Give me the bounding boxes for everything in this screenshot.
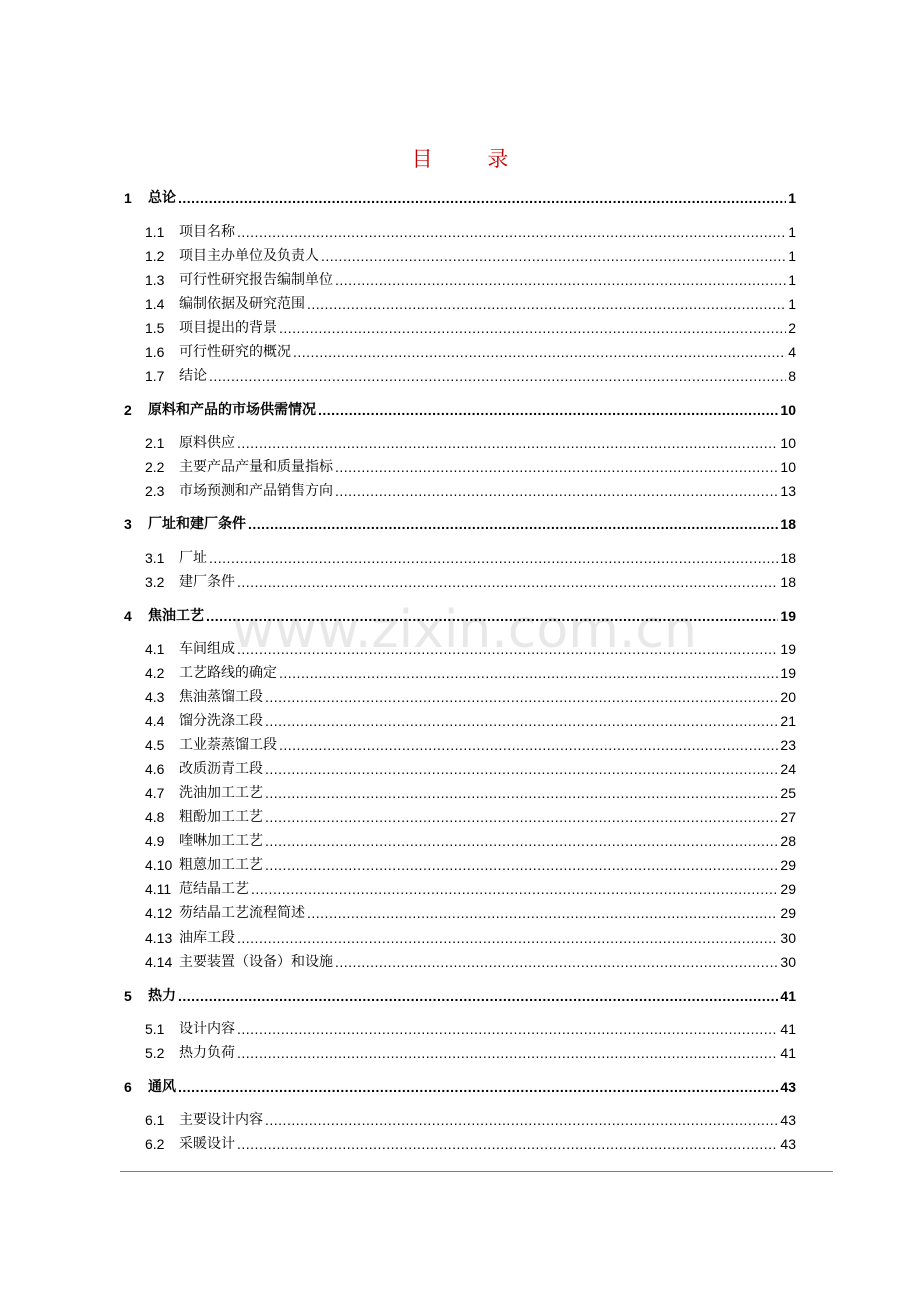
- toc-number: 6.1: [145, 1112, 165, 1128]
- toc-leader-dots: [248, 515, 778, 533]
- toc-section[interactable]: [145, 339, 796, 361]
- toc-page-number: 19: [780, 608, 796, 624]
- toc-title: 工业萘蒸馏工段: [179, 737, 277, 753]
- toc-page-number: 29: [780, 905, 796, 921]
- toc-page-number: 1: [788, 248, 796, 264]
- toc-section[interactable]: [145, 569, 796, 591]
- toc-section[interactable]: [145, 660, 796, 682]
- toc-leader-dots: [178, 1078, 778, 1096]
- toc-section[interactable]: [145, 732, 796, 754]
- toc-chapter[interactable]: [124, 1074, 796, 1096]
- toc-section[interactable]: [145, 852, 796, 874]
- toc-section[interactable]: [145, 243, 796, 265]
- toc-section[interactable]: [145, 876, 796, 898]
- toc-title: 结论: [179, 368, 207, 384]
- toc-number: 1.3: [145, 272, 165, 288]
- toc-page-number: 24: [780, 761, 796, 777]
- toc-section[interactable]: [145, 545, 796, 567]
- toc-number: 4.9: [145, 833, 165, 849]
- toc-page-number: 41: [780, 1021, 796, 1037]
- toc-leader-dots: [307, 904, 778, 922]
- toc-number: 4.1: [145, 641, 165, 657]
- toc-title: 主要产品产量和质量指标: [179, 459, 333, 475]
- toc-leader-dots: [265, 712, 778, 730]
- toc-title: 项目名称: [179, 224, 235, 240]
- toc-section[interactable]: [145, 708, 796, 730]
- toc-number: 4.6: [145, 761, 165, 777]
- toc-number: 5.2: [145, 1045, 165, 1061]
- toc-number: 2.2: [145, 459, 165, 475]
- toc-section[interactable]: [145, 1131, 796, 1153]
- toc-section[interactable]: [145, 454, 796, 476]
- toc-leader-dots: [279, 319, 786, 337]
- toc-number: 5.1: [145, 1021, 165, 1037]
- toc-leader-dots: [237, 1044, 778, 1062]
- toc-page-number: 1: [788, 296, 796, 312]
- toc-section[interactable]: [145, 363, 796, 385]
- toc-leader-dots: [335, 458, 778, 476]
- toc-number: 4.12: [145, 905, 173, 921]
- toc-leader-dots: [178, 987, 778, 1005]
- toc-number: 1.7: [145, 368, 165, 384]
- toc-title: 设计内容: [179, 1021, 235, 1037]
- toc-page-number: 4: [788, 344, 796, 360]
- toc-page-number: 1: [788, 190, 796, 206]
- toc-section[interactable]: [145, 1016, 796, 1038]
- toc-leader-dots: [265, 832, 778, 850]
- toc-title: 粗蒽加工工艺: [179, 857, 263, 873]
- toc-number: 1.1: [145, 224, 165, 240]
- toc-page-number: 41: [780, 988, 796, 1004]
- toc-page-number: 19: [780, 641, 796, 657]
- toc-number: 3.1: [145, 550, 165, 566]
- toc-leader-dots: [209, 367, 786, 385]
- toc-page-number: 29: [780, 857, 796, 873]
- toc-leader-dots: [265, 1111, 778, 1129]
- toc-title: 总论: [148, 190, 176, 206]
- toc-number: 1.5: [145, 320, 165, 336]
- toc-number: 5: [124, 988, 132, 1004]
- toc-page-number: 10: [780, 459, 796, 475]
- toc-section[interactable]: [145, 315, 796, 337]
- page-title: 目 录: [411, 147, 533, 171]
- toc-chapter[interactable]: [124, 511, 796, 533]
- toc-section[interactable]: [145, 219, 796, 241]
- toc-leader-dots: [318, 401, 778, 419]
- toc-number: 4.14: [145, 954, 173, 970]
- toc-leader-dots: [321, 247, 786, 265]
- toc-leader-dots: [237, 1020, 778, 1038]
- toc-page-number: 43: [780, 1136, 796, 1152]
- toc-title: 通风: [148, 1079, 176, 1095]
- toc-page-number: 1: [788, 272, 796, 288]
- toc-number: 3: [124, 516, 132, 532]
- toc-number: 2.1: [145, 435, 165, 451]
- toc-title: 原料供应: [179, 435, 235, 451]
- footer-divider: [120, 1171, 833, 1172]
- toc-section[interactable]: [145, 925, 796, 947]
- toc-section[interactable]: [145, 756, 796, 778]
- toc-number: 4.3: [145, 689, 165, 705]
- toc-page-number: 43: [780, 1079, 796, 1095]
- toc-section[interactable]: [145, 949, 796, 971]
- toc-leader-dots: [237, 640, 778, 658]
- toc-section[interactable]: [145, 804, 796, 826]
- toc-title: 项目主办单位及负责人: [179, 248, 319, 264]
- toc-leader-dots: [237, 573, 778, 591]
- toc-number: 4.5: [145, 737, 165, 753]
- toc-number: 1.4: [145, 296, 165, 312]
- toc-leader-dots: [293, 343, 786, 361]
- toc-title: 改质沥青工段: [179, 761, 263, 777]
- toc-page-number: 19: [780, 665, 796, 681]
- toc-section[interactable]: [145, 1040, 796, 1062]
- toc-leader-dots: [265, 688, 778, 706]
- toc-section[interactable]: [145, 780, 796, 802]
- toc-page-number: 2: [788, 320, 796, 336]
- toc-title: 工艺路线的确定: [179, 665, 277, 681]
- toc-section[interactable]: [145, 430, 796, 452]
- toc-page-number: 1: [788, 224, 796, 240]
- toc-page-number: 30: [780, 930, 796, 946]
- toc-number: 6.2: [145, 1136, 165, 1152]
- toc-leader-dots: [279, 664, 778, 682]
- toc-number: 6: [124, 1079, 132, 1095]
- toc-title: 洗油加工工艺: [179, 785, 263, 801]
- toc-title: 苊结晶工艺: [179, 881, 249, 897]
- toc-page-number: 29: [780, 881, 796, 897]
- toc-page-number: 41: [780, 1045, 796, 1061]
- toc-title: 粗酚加工工艺: [179, 809, 263, 825]
- toc-leader-dots: [178, 189, 786, 207]
- toc-title: 车间组成: [179, 641, 235, 657]
- toc-leader-dots: [237, 223, 786, 241]
- toc-number: 1: [124, 190, 132, 206]
- toc-leader-dots: [265, 856, 778, 874]
- toc-page-number: 21: [780, 713, 796, 729]
- toc-section[interactable]: [145, 1107, 796, 1129]
- toc-number: 4: [124, 608, 132, 624]
- toc-number: 1.6: [145, 344, 165, 360]
- toc-title: 主要设计内容: [179, 1112, 263, 1128]
- toc-title: 建厂条件: [179, 574, 235, 590]
- toc-title: 芴结晶工艺流程简述: [179, 905, 305, 921]
- toc-number: 2.3: [145, 483, 165, 499]
- toc-page-number: 27: [780, 809, 796, 825]
- toc-section[interactable]: [145, 636, 796, 658]
- toc-title: 市场预测和产品销售方向: [179, 483, 333, 499]
- toc-leader-dots: [237, 1135, 778, 1153]
- toc-section[interactable]: [145, 291, 796, 313]
- toc-number: 4.10: [145, 857, 173, 873]
- toc-leader-dots: [251, 880, 778, 898]
- toc-leader-dots: [265, 784, 778, 802]
- toc-page-number: 10: [780, 402, 796, 418]
- toc-section[interactable]: [145, 828, 796, 850]
- toc-title: 热力负荷: [179, 1045, 235, 1061]
- toc-title: 馏分洗涤工段: [179, 713, 263, 729]
- toc-number: 4.11: [145, 881, 172, 897]
- toc-title: 可行性研究的概况: [179, 344, 291, 360]
- toc-page-number: 43: [780, 1112, 796, 1128]
- toc-title: 焦油蒸馏工段: [179, 689, 263, 705]
- toc-chapter[interactable]: [124, 983, 796, 1005]
- toc-page-number: 13: [780, 483, 796, 499]
- toc-number: 1.2: [145, 248, 165, 264]
- toc-leader-dots: [237, 434, 778, 452]
- toc-title: 编制依据及研究范围: [179, 296, 305, 312]
- toc-leader-dots: [206, 607, 778, 625]
- toc-page-number: 23: [780, 737, 796, 753]
- toc-page-number: 10: [780, 435, 796, 451]
- toc-page-number: 18: [780, 574, 796, 590]
- toc-page-number: 18: [780, 516, 796, 532]
- toc-number: 4.8: [145, 809, 165, 825]
- toc-leader-dots: [335, 953, 778, 971]
- watermark: www.zixin.com.cn: [232, 600, 697, 660]
- toc-number: 2: [124, 402, 132, 418]
- toc-title: 原料和产品的市场供需情况: [148, 402, 316, 418]
- toc-title: 厂址: [179, 550, 207, 566]
- toc-title: 项目提出的背景: [179, 320, 277, 336]
- toc-section[interactable]: [145, 478, 796, 500]
- toc-number: 3.2: [145, 574, 165, 590]
- toc-leader-dots: [265, 760, 778, 778]
- toc-section[interactable]: [145, 900, 796, 922]
- toc-number: 4.13: [145, 930, 173, 946]
- toc-leader-dots: [237, 929, 778, 947]
- toc-leader-dots: [335, 482, 778, 500]
- toc-number: 4.7: [145, 785, 165, 801]
- toc-number: 4.4: [145, 713, 165, 729]
- toc-leader-dots: [307, 295, 786, 313]
- toc-title: 可行性研究报告编制单位: [179, 272, 333, 288]
- toc-leader-dots: [209, 549, 778, 567]
- toc-section[interactable]: [145, 684, 796, 706]
- toc-title: 主要装置（设备）和设施: [179, 954, 333, 970]
- toc-page-number: 28: [780, 833, 796, 849]
- toc-title: 油库工段: [179, 930, 235, 946]
- toc-title: 喹啉加工工艺: [179, 833, 263, 849]
- toc-title: 采暖设计: [179, 1136, 235, 1152]
- toc-chapter[interactable]: [124, 397, 796, 419]
- toc-chapter[interactable]: [124, 185, 796, 207]
- toc-page-number: 20: [780, 689, 796, 705]
- toc-page-number: 30: [780, 954, 796, 970]
- toc-title: 热力: [148, 988, 176, 1004]
- toc-chapter[interactable]: [124, 603, 796, 625]
- toc-number: 4.2: [145, 665, 165, 681]
- toc-leader-dots: [335, 271, 786, 289]
- toc-leader-dots: [279, 736, 778, 754]
- toc-title: 焦油工艺: [148, 608, 204, 624]
- toc-page-number: 8: [788, 368, 796, 384]
- toc-title: 厂址和建厂条件: [148, 516, 246, 532]
- toc-section[interactable]: [145, 267, 796, 289]
- toc-page-number: 25: [780, 785, 796, 801]
- toc-leader-dots: [265, 808, 778, 826]
- toc-page-number: 18: [780, 550, 796, 566]
